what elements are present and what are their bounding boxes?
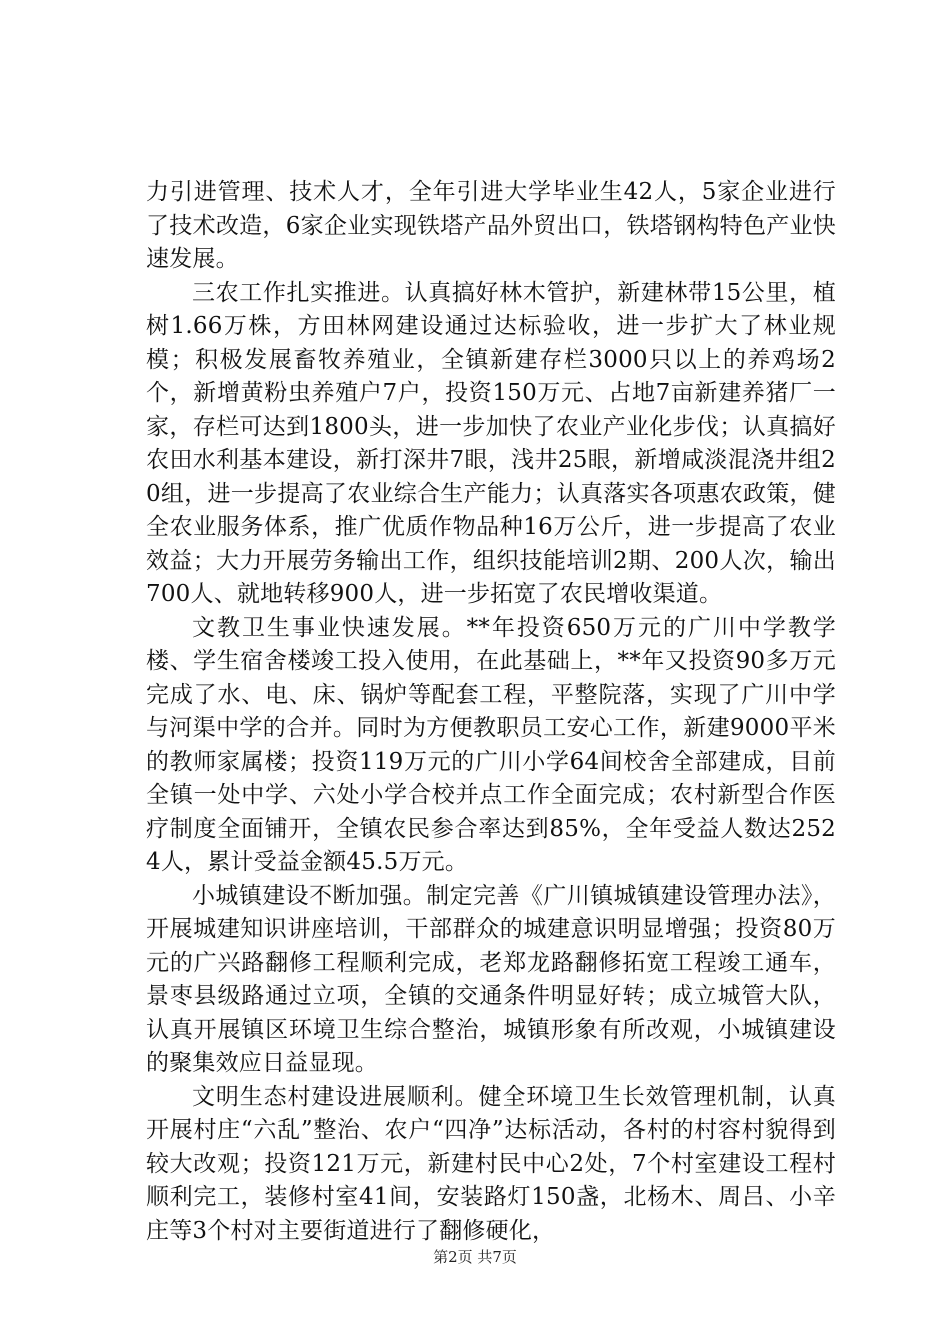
- document-body: [146, 176, 836, 1248]
- page-number-footer: 第2页 共7页: [433, 1248, 517, 1266]
- paragraph-2: 三农工作扎实推进。认真搞好林木管护，新建林带15公里，植树1.66万株，方田林网建设通过达标验收，进一步扩大了林业规模；积极发展畜牧养殖业，全镇新建存栏3000只以上的养鸡场2个，新增黄粉虫养殖户7户，投资150万元、占地7亩新建养猪厂一家，存栏可达到1800头，进一步加快了农业产业化步伐；认真搞好农田水利基本建设，新打深井7眼，浅井25眼，新增咸淡混浇井组20组，进一步提高了农业综合生产能力；认真落实各项惠农政策，健全农业服务体系，推广优质作物品种16万公斤，进一步提高了农业效益；大力开展劳务输出工作，组织技能培训2期、200人次，输出700人、就地转移900人，进一步拓宽了农民增收渠道。: [146, 279, 836, 607]
- paragraph-5: 文明生态村建设进展顺利。健全环境卫生长效管理机制，认真开展村庄“六乱”整治、农户“四净”达标活动，各村的村容村貌得到较大改观；投资121万元，新建村民中心2处，7个村室建设工程村顺利完工，装修村室41间，安装路灯150盏，北杨木、周吕、小辛庄等3个村对主要街道进行了翻修硬化，: [146, 1083, 836, 1244]
- paragraph-3: 文教卫生事业快速发展。**年投资650万元的广川中学教学楼、学生宿舍楼竣工投入使用，在此基础上，**年又投资90多万元完成了水、电、床、锅炉等配套工程，平整院落，实现了广川中学与河渠中学的合并。同时为方便教职员工安心工作，新建9000平米的教师家属楼；投资119万元的广川小学64间校舍全部建成，目前全镇一处中学、六处小学合校并点工作全面完成；农村新型合作医疗制度全面铺开，全镇农民参合率达到85%，全年受益人数达2524人，累计受益金额45.5万元。: [146, 614, 836, 875]
- paragraph-1: 力引进管理、技术人才，全年引进大学毕业生42人，5家企业进行了技术改造，6家企业实现铁塔产品外贸出口，铁塔钢构特色产业快速发展。: [146, 179, 836, 272]
- paragraph-4: 小城镇建设不断加强。制定完善《广川镇城镇建设管理办法》，开展城建知识讲座培训，干部群众的城建意识明显增强；投资80万元的广兴路翻修工程顺利完成，老郑龙路翻修拓宽工程竣工通车，景枣县级路通过立项，全镇的交通条件明显好转；成立城管大队，认真开展镇区环境卫生综合整治，城镇形象有所改观，小城镇建设的聚集效应日益显现。: [146, 882, 836, 1076]
